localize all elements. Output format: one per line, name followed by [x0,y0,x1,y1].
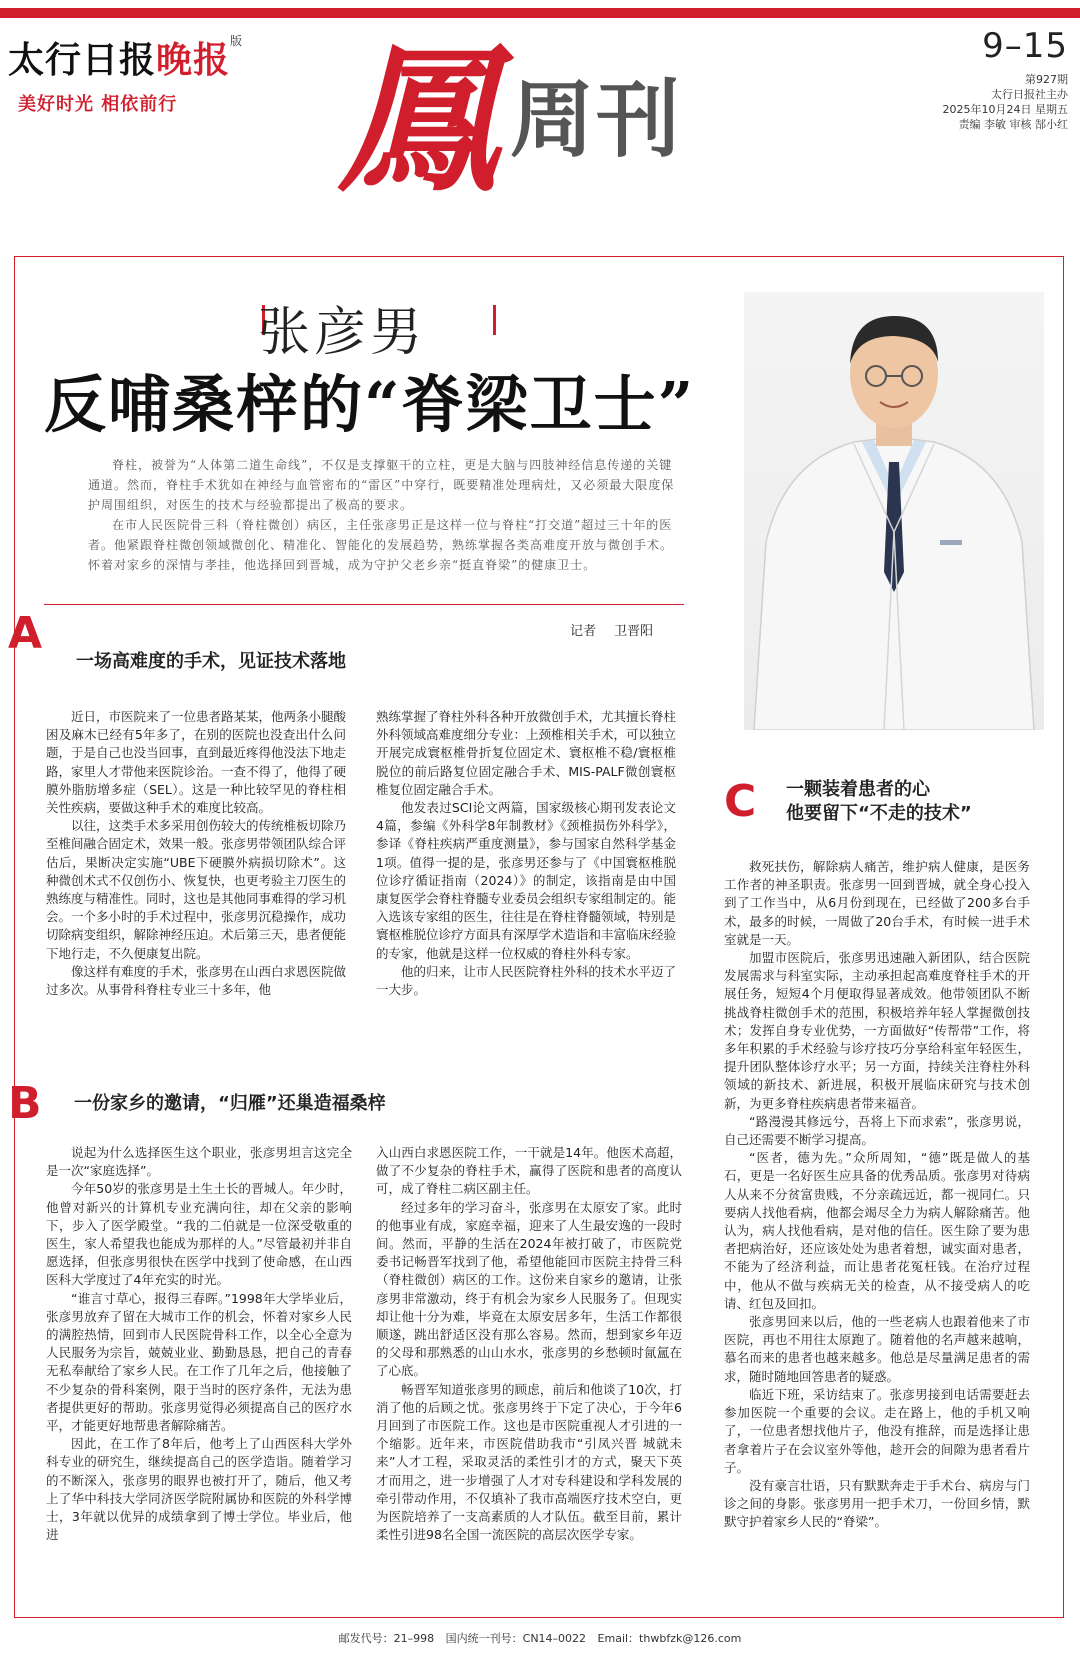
paragraph: 畅晋军知道张彦男的顾虑，前后和他谈了10次，打消了他的后顾之忧。张彦男终于下定了决心，于今年6月回到了市医院工作。这也是市医院重视人才引进的一个缩影。近年来，市医院借助我市“引凤兴晋 城就未来”人才工程，采取灵活的柔性引才的方式，聚天下英才而用之，进一步增强了人才对专科建设和学科发展的牵引带动作用，不仅填补了我市高端医疗技术空白，更为医院培养了一支高素质的人才队伍。截至目前，累计柔性引进98名全国一流医院的高层次医学专家。 [376,1381,682,1543]
section-c-title-line1: 一颗装着患者的心 [786,779,930,800]
logo-red: 晚报 [156,39,231,81]
intro-paragraph: 脊柱，被誉为“人体第二道生命线”，不仅是支撑躯干的立柱，更是大脑与四肢神经信息传递的关键通道。然而，脊柱手术犹如在神经与血管密布的“雷区”中穿行，既要精准处理病灶，又必须最大限度保护周围组织，对医生的技术与经验都提出了极高的要求。 [88,458,675,512]
reporter-byline: 记者 卫晋阳 [570,624,654,639]
logo-black: 太行日报 [8,39,157,81]
paragraph: “谁言寸草心，报得三春晖。”1998年大学毕业后，张彦男放弃了留在大城市工作的机会，怀着对家乡人民的满腔热情，回到市人民医院骨科工作，以全心全意为人民服务为宗旨，兢兢业业、勤勤恳恳，把自己的青春无私奉献给了家乡人民。在工作了几年之后，他接触了不少复杂的骨科案例，限于当时的医疗条件，无法为患者提供更好的帮助。张彦男觉得必须提高自己的医疗水平，才能更好地帮患者解除痛苦。 [46,1290,352,1434]
section-c-letter: C [724,776,757,827]
intro-paragraph: 在市人民医院骨三科（脊柱微创）病区，主任张彦男正是这样一位与脊柱“打交道”超过三十年的医者。他紧跟脊柱微创领域微创化、精准化、智能化的发展趋势，熟练掌握各类高难度开放与微创手术。怀着对家乡的深情与孝挂，他选择回到晋城，成为守护父老乡亲“挺直脊梁”的健康卫士。 [88,518,674,572]
paragraph: 加盟市医院后，张彦男迅速融入新团队，结合医院发展需求与科室实际，主动承担起高难度脊柱手术的开展任务，短短4个月便取得显著成效。他带领团队不断挑战脊柱微创手术的范围，积极培养年轻人掌握微创技术；发挥自身专业优势，一方面做好“传帮带”工作，将多年积累的手术经验与诊疗技巧分享给科室年轻医生，提升团队整体诊疗水平；另一方面，持续关注脊柱外科领域的新技术、新进展，积极开展临床研究与技术创新，为更多脊柱疾病患者带来福音。 [724,950,1030,1111]
footer-info: 邮发代号：21–998 国内统一刊号：CN14–0022 Email：thwbfzk@126.com [338,1632,742,1645]
paragraph: 说起为什么选择医生这个职业，张彦男坦言这完全是一次“家庭选择”。 [46,1145,352,1179]
headline: 反哺桑梓的“脊梁卫士” [44,368,696,441]
subject-name: 张彦男 [258,303,427,363]
paragraph: “路漫漫其修远兮，吾将上下而求索”，张彦男说，自己还需要不断学习提高。 [724,1113,1030,1148]
paragraph: 张彦男回来以后，他的一些老病人也跟着他来了市医院，再也不用往太原跑了。随着他的名声越来越响，慕名而来的患者也越来越多。他总是尽量满足患者的需求，随时随地回答患者的疑惑。 [724,1314,1030,1384]
issue-pages: 9–15 [982,26,1068,66]
issue-date: 2025年10月24日 星期五 [942,103,1068,116]
doctor-portrait-illustration [744,292,1044,730]
section-b-column-2 [376,1144,682,1544]
paragraph: 他发表过SCI论文两篇，国家级核心期刊发表论文4篇，参编《外科学8年制教材》《颈椎损伤外科学》，参译《脊柱疾病严重度测量》，参与国家自然科学基金1项。值得一提的是，张彦男还参与了《中国寰枢椎脱位诊疗循证指南（2024）》的制定，该指南是由中国康复医学会脊柱脊髓专业委员会组织专家组制定的。能入选该专家组的医生，往往是在脊柱脊髓领域，特别是寰枢椎脱位诊疗方面具有深厚学术造诣和丰富临床经验的专家，他就是这样一位权威的脊柱外科专家。 [376,800,677,961]
issue-number: 第927期 [1025,73,1068,86]
section-a-column-2 [376,708,676,999]
feng-calligraphy-logo: 鳳 [338,26,499,214]
sponsor: 太行日报社主办 [991,88,1068,101]
doctor-portrait-photo [744,292,1044,730]
paragraph: 入山西白求恩医院工作，一干就是14年。他医术高超，做了不少复杂的脊柱手术，赢得了医院和患者的高度认可，成了脊柱二病区副主任。 [376,1145,682,1197]
slogan: 美好时光 相依前行 [18,94,178,115]
paragraph: 因此，在工作了8年后，他考上了山西医科大学外科专业的研究生，继续提高自己的医学造诣。随着学习的不断深入，张彦男的眼界也被打开了，随后，他又考上了华中科技大学同济医学院附属协和医院的外科学博士，3年就以优异的成绩拿到了博士学位。毕业后，他进 [46,1436,352,1543]
weekly-title: 周刊 [510,71,683,169]
paragraph: 经过多年的学习奋斗，张彦男在太原安了家。此时的他事业有成，家庭幸福，迎来了人生最安逸的一段时间。然而，平静的生活在2024年被打破了，市医院党委书记畅晋军找到了他，希望他能回市医院主持骨三科（脊柱微创）病区的工作。这份来自家乡的邀请，让张彦男非常激动，终于有机会为家乡人民服务了。但现实却让他十分为难，毕竟在太原安居多年，生活工作都很顺遂，跳出舒适区没有那么容易。然而，想到家乡年迈的父母和那熟悉的山山水水，张彦男的乡愁顿时氤氲在了心底。 [376,1199,682,1379]
title-right-bar [493,305,496,335]
intro-divider [44,604,684,605]
paragraph: “医者，德为先。”众所周知，“德”既是做人的基石，更是一名好医生应具备的优秀品质。张彦男对待病人从来不分贫富贵贱，不分亲疏远近，都一视同仁。只要病人找他看病，他都会竭尽全力为病人解除痛苦。他认为，病人找他看病，是对他的信任。医生除了要为患者把病治好，还应该处处为患者着想，诚实面对患者，不能为了经济利益，而让患者花冤枉钱。在治疗过程中，他从不做与疾病无关的检查，从不接受病人的吃请、红包及回扣。 [724,1150,1030,1311]
section-a-letter: A [8,608,43,659]
section-b-column-1 [46,1144,352,1544]
section-b-letter: B [8,1078,42,1129]
newspaper-logo [8,32,243,83]
section-a-title: 一场高难度的手术，见证技术落地 [76,651,346,672]
intro-lede [88,455,680,575]
paragraph: 临近下班，采访结束了。张彦男接到电话需要赶去参加医院一个重要的会议。走在路上，他的手机又响了，一位患者想找他片子，他没有推辞，而是选择让患者拿着片子在会议室外等他，趁开会的间隙为患者看片子。 [724,1386,1030,1475]
logo-ban: 版 [230,34,244,48]
section-c-title-line2: 他要留下“不走的技术” [786,803,972,824]
section-c-column [724,858,1030,1532]
paragraph: 没有豪言壮语，只有默默奔走于手术台、病房与门诊之间的身影。张彦男用一把手术刀，一份回乡情，默默守护着家乡人民的“脊梁”。 [724,1477,1030,1530]
section-a-column-1 [46,708,346,999]
paragraph: 今年50岁的张彦男是土生土长的晋城人。年少时，他曾对新兴的计算机专业充满向往，却在父亲的影响下，步入了医学殿堂。“我的二伯就是一位深受敬重的医生，家人希望我也能成为那样的人。”尽管最初并非自愿选择，但张彦男很快在医学中找到了使命感，在山西医科大学度过了4年充实的时光。 [46,1181,352,1288]
paragraph: 近日，市医院来了一位患者路某某，他两条小腿酸困及麻木已经有5年多了，在别的医院也没查出什么问题，于是自己也没当回事，直到最近疼得他没法下地走路，家里人才带他来医院诊治。一查不得了，他得了硬膜外脂肪增多症（SEL）。这是一种比较罕见的脊柱相关性疾病，要做这种手术的难度比较高。 [46,709,347,816]
editors: 责编 李敏 审核 郜小红 [958,118,1068,131]
paragraph: 熟练掌握了脊柱外科各种开放微创手术，尤其擅长脊柱外科领域高难度细分专业：上颈椎相关手术，可以独立开展完成寰枢椎骨折复位固定术、寰枢椎不稳/寰枢椎脱位的前后路复位固定融合手术、MIS-PALF微创寰枢椎复位固定融合手术。 [376,709,677,797]
paragraph: 以往，这类手术多采用创伤较大的传统椎板切除乃至椎间融合固定术，效果一般。张彦男带领团队综合评估后，果断决定实施“UBE下硬膜外病损切除术”。这种微创术式不仅创伤小、恢复快，也更考验主刀医生的熟练度与精准性。同时，这也是其他同事难得的学习机会。一个多小时的手术过程中，张彦男沉稳操作，成功切除病变组织，解除神经压迫。术后第三天，患者便能下地行走，不久便康复出院。 [46,818,347,961]
top-red-rule [0,8,1080,18]
section-b-title: 一份家乡的邀请，“归雁”还巢造福桑梓 [74,1093,386,1114]
paragraph: 他的归来，让市人民医院脊柱外科的技术水平迈了一大步。 [376,963,677,998]
paragraph: 像这样有难度的手术，张彦男在山西白求恩医院做过多次。从事骨科脊柱专业三十多年，他 [46,963,347,998]
section-c-title [786,778,972,826]
paragraph: 救死扶伤，解除病人痛苦，维护病人健康，是医务工作者的神圣职责。张彦男一回到晋城，就全身心投入到了工作当中，从6月份到现在，已经做了200多台手术，最多的时候，一周做了20台手术，有时候一进手术室就是一天。 [724,859,1030,947]
issue-info [943,72,1069,132]
